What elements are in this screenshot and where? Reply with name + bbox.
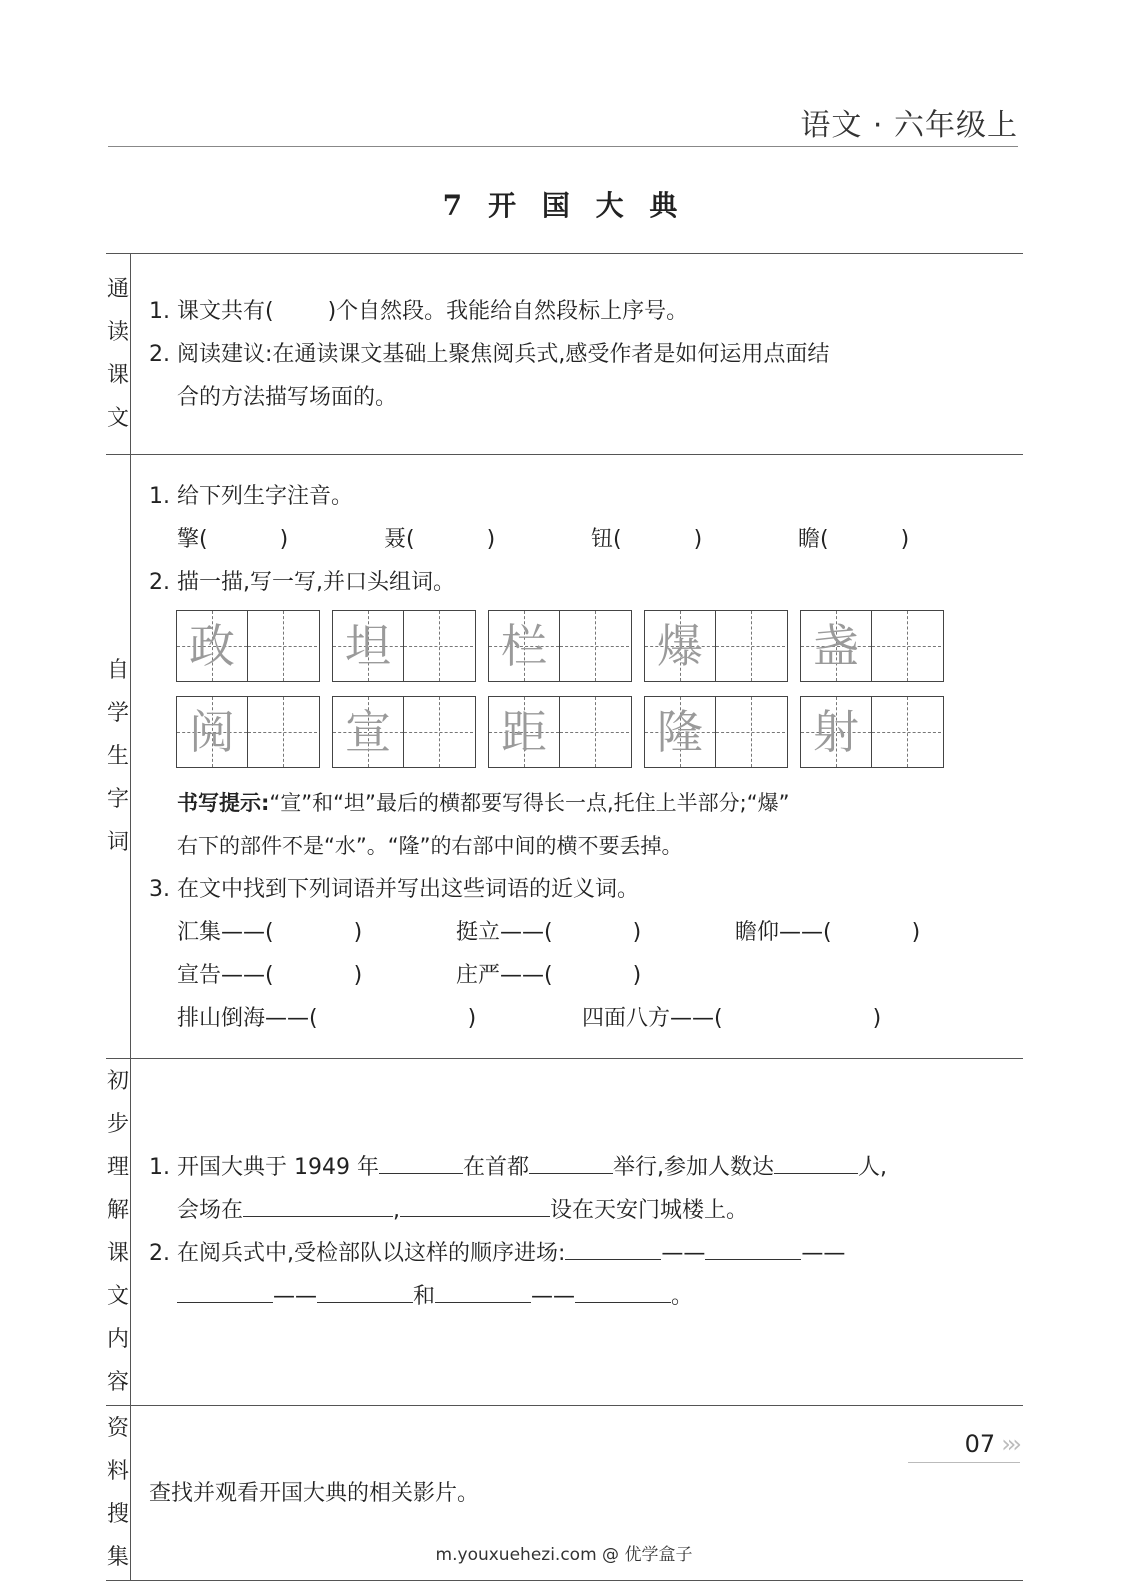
writing-tip: 书写提示:“宣”和“坦”最后的横都要写得长一点,托住上半部分;“爆” 右下的部件不是“水”。“隆”的右部中间的横不要丢掉。 [177,791,790,858]
synonym-item[interactable]: 汇集——( ) [177,920,363,945]
header-rule [108,146,1018,147]
question-2-cont: —— 和 —— 。 [149,1275,1005,1318]
synonym-item[interactable]: 庄严——( ) [456,963,642,988]
pinyin-row [149,518,1005,561]
answer-blank[interactable] [317,1276,413,1303]
writing-grid[interactable]: 爆 [644,610,788,682]
question-1: 1. 课文共有( )个自然段。我能给自然段标上序号。 [149,298,689,324]
pinyin-item[interactable]: 钮( ) [591,527,703,552]
section-self-study [106,455,1023,1059]
section-content [131,254,1024,455]
synonym-item[interactable]: 排山倒海——( ) [177,1006,477,1031]
section-content [131,455,1024,1059]
writing-grid[interactable]: 隆 [644,696,788,768]
section-label: 自 学 生 字 词 [106,455,131,1059]
answer-blank[interactable] [435,1276,531,1303]
synonym-item[interactable]: 四面八方——( ) [582,1006,882,1031]
answer-blank[interactable] [400,1190,550,1217]
synonym-row [149,911,1005,954]
writing-grid[interactable]: 宣 [332,696,476,768]
worksheet-table [106,253,1023,1581]
page-number: 07 ››› [964,1430,1018,1458]
section-content [131,1059,1024,1406]
section-label: 通 读 课 文 [106,254,131,455]
writing-grid[interactable]: 距 [488,696,632,768]
question-2: 2. 在阅兵式中,受检部队以这样的顺序进场: —— —— [149,1232,1005,1275]
question-1-cont: 会场在 , 设在天安门城楼上。 [149,1189,1005,1232]
writing-grid[interactable]: 政 [176,610,320,682]
question-1: 1. 开国大典于 1949 年 在首都 举行,参加人数达 人, [149,1146,1005,1189]
writing-grid[interactable]: 射 [800,696,944,768]
pinyin-item[interactable]: 擎( ) [177,527,289,552]
pinyin-item[interactable]: 聂( ) [384,527,496,552]
answer-blank[interactable] [177,1276,273,1303]
synonym-item[interactable]: 瞻仰——( ) [735,920,921,945]
section-understanding [106,1059,1023,1406]
lesson-title [0,184,1128,224]
subject-header: 语文 · 六年级上 [800,108,1018,143]
answer-blank[interactable] [243,1190,393,1217]
answer-blank[interactable] [565,1233,661,1260]
lesson-number: 7 [442,189,471,222]
footer-watermark: m.youxuehezi.com @ 优学盒子 [435,1545,693,1565]
question-2: 2. 阅读建议:在通读课文基础上聚焦阅兵式,感受作者是如何运用点面结 [149,341,830,367]
writing-grid-row [149,696,1005,768]
writing-grid[interactable]: 坦 [332,610,476,682]
question-2-cont: 合的方法描写场面的。 [177,384,398,410]
writing-grid-row [149,610,1005,682]
research-task: 查找并观看开国大典的相关影片。 [149,1480,480,1506]
lesson-name: 开 国 大 典 [488,189,686,222]
answer-blank[interactable] [705,1233,801,1260]
synonym-row [149,997,1005,1040]
answer-blank[interactable] [379,1147,463,1174]
page-number-rule [908,1462,1020,1463]
answer-blank[interactable] [774,1147,858,1174]
writing-grid[interactable]: 盏 [800,610,944,682]
section-label: 资料 搜集 [106,1406,131,1581]
synonym-item[interactable]: 挺立——( ) [456,920,642,945]
section-read [106,254,1023,455]
section-label: 初步 理解 课文 内容 [106,1059,131,1406]
answer-blank[interactable] [575,1276,671,1303]
question-2: 2. 描一描,写一写,并口头组词。 [149,570,455,595]
pinyin-item[interactable]: 瞻( ) [798,527,910,552]
question-1: 1. 给下列生字注音。 [149,484,353,509]
question-3: 3. 在文中找到下列词语并写出这些词语的近义词。 [149,877,640,902]
writing-grid[interactable]: 阅 [176,696,320,768]
synonym-item[interactable]: 宣告——( ) [177,963,363,988]
writing-grid[interactable]: 栏 [488,610,632,682]
answer-blank[interactable] [529,1147,613,1174]
synonym-row [149,954,1005,997]
chevron-right-icon: ››› [1001,1430,1018,1458]
